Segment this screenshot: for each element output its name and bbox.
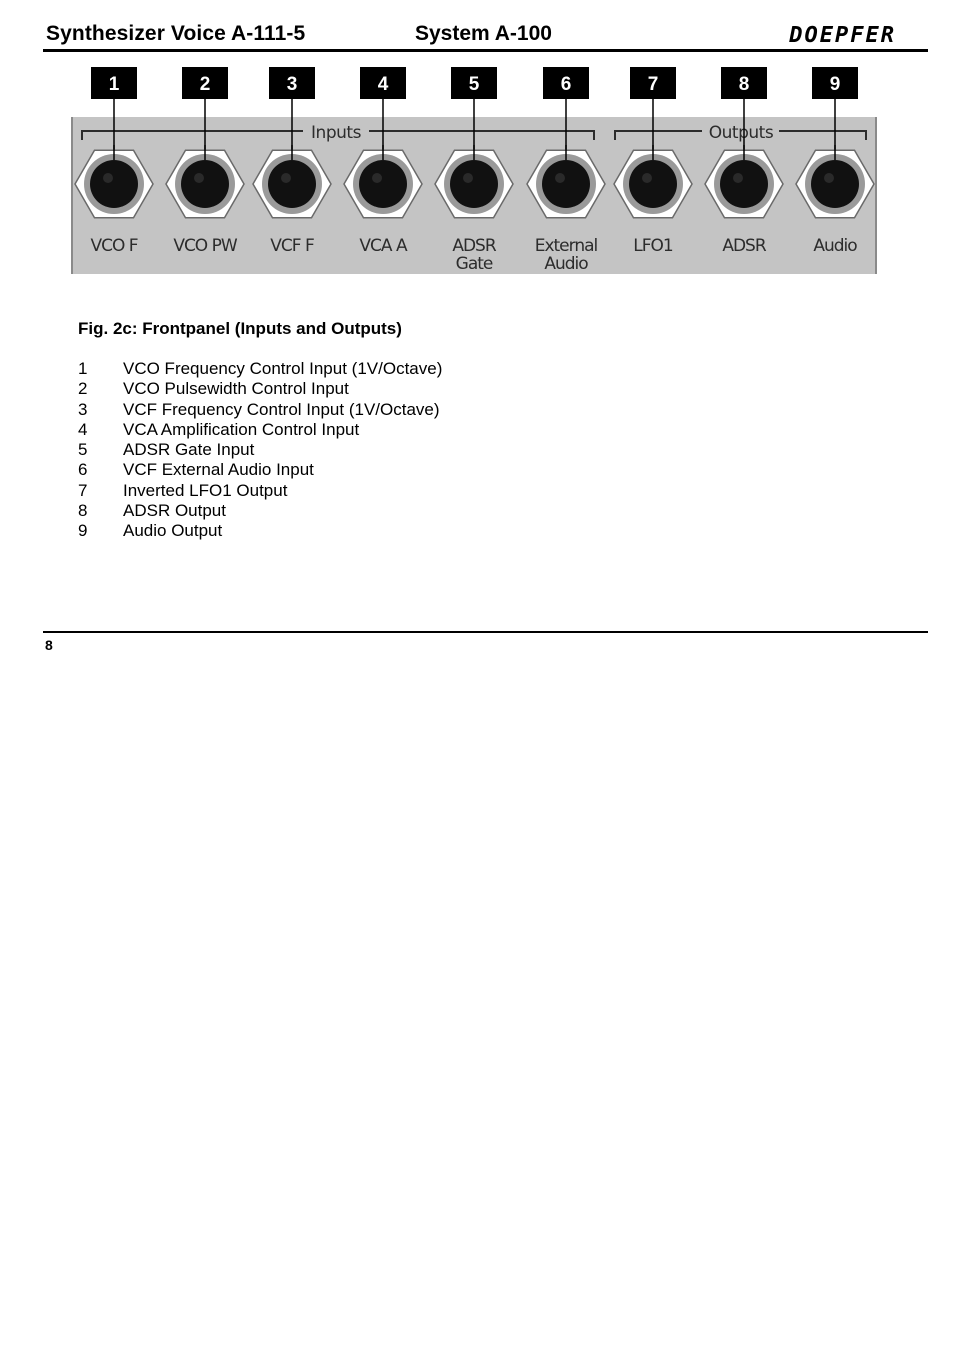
jack-label: VCA A (359, 236, 407, 256)
jack-socket (542, 160, 590, 208)
callout-number: 4 (377, 74, 389, 95)
jack-label: External (534, 236, 598, 256)
footer-rule (43, 631, 928, 633)
callout-number: 9 (829, 74, 841, 95)
jack-label: LFO1 (633, 236, 673, 256)
page-number: 8 (45, 637, 53, 653)
jack-socket (359, 160, 407, 208)
jack-label: Gate (455, 254, 493, 274)
callout-number: 7 (647, 74, 659, 95)
jack-label: VCO PW (173, 236, 237, 256)
jack-socket (811, 160, 859, 208)
legend-number: 2 (78, 379, 88, 399)
callout-number: 5 (468, 74, 480, 95)
legend-number: 7 (78, 480, 88, 500)
legend-number: 6 (78, 460, 88, 480)
callout-number: 8 (738, 74, 750, 95)
jack-socket (720, 160, 768, 208)
jack-socket (181, 160, 229, 208)
inputs-label: Inputs (311, 123, 361, 143)
jack-socket (90, 160, 138, 208)
jack-socket (268, 160, 316, 208)
legend-number: 4 (78, 419, 88, 439)
outputs-label: Outputs (708, 123, 774, 143)
legend-text: Audio Output (123, 521, 223, 541)
legend-number: 8 (78, 501, 88, 521)
legend-text: VCA Amplification Control Input (123, 419, 360, 439)
jack-socket (450, 160, 498, 208)
callout-number: 3 (286, 74, 298, 95)
callout-number: 1 (108, 74, 120, 95)
legend-number: 3 (78, 399, 88, 419)
system-name: System A-100 (415, 22, 552, 45)
callout-number: 2 (199, 74, 211, 95)
jack-label: VCO F (90, 236, 138, 256)
figure-caption: Fig. 2c: Frontpanel (Inputs and Outputs) (78, 319, 402, 338)
legend-text: Inverted LFO1 Output (123, 480, 288, 500)
legend-text: ADSR Output (123, 501, 226, 521)
legend-number: 1 (78, 359, 88, 378)
jack-label: ADSR (722, 236, 766, 256)
jack-socket (629, 160, 677, 208)
jack-label: VCF F (270, 236, 314, 256)
legend-text: VCF Frequency Control Input (1V/Octave) (123, 399, 440, 419)
legend-text: VCF External Audio Input (123, 460, 314, 480)
jack-label: Audio (813, 236, 857, 256)
document-title: Synthesizer Voice A-111-5 (46, 22, 306, 45)
legend-text: ADSR Gate Input (123, 440, 255, 460)
legend-number: 5 (78, 440, 88, 460)
legend-text: VCO Frequency Control Input (1V/Octave) (123, 359, 443, 378)
legend-number: 9 (78, 521, 88, 541)
legend-text: VCO Pulsewidth Control Input (123, 379, 349, 399)
jack-6 (527, 67, 605, 274)
frontpanel-figure (0, 0, 954, 290)
callout-number: 6 (560, 74, 572, 95)
jack-label: ADSR (452, 236, 496, 256)
jack-label: Audio (544, 254, 588, 274)
doepfer-logo: DOEPFER (789, 23, 896, 48)
